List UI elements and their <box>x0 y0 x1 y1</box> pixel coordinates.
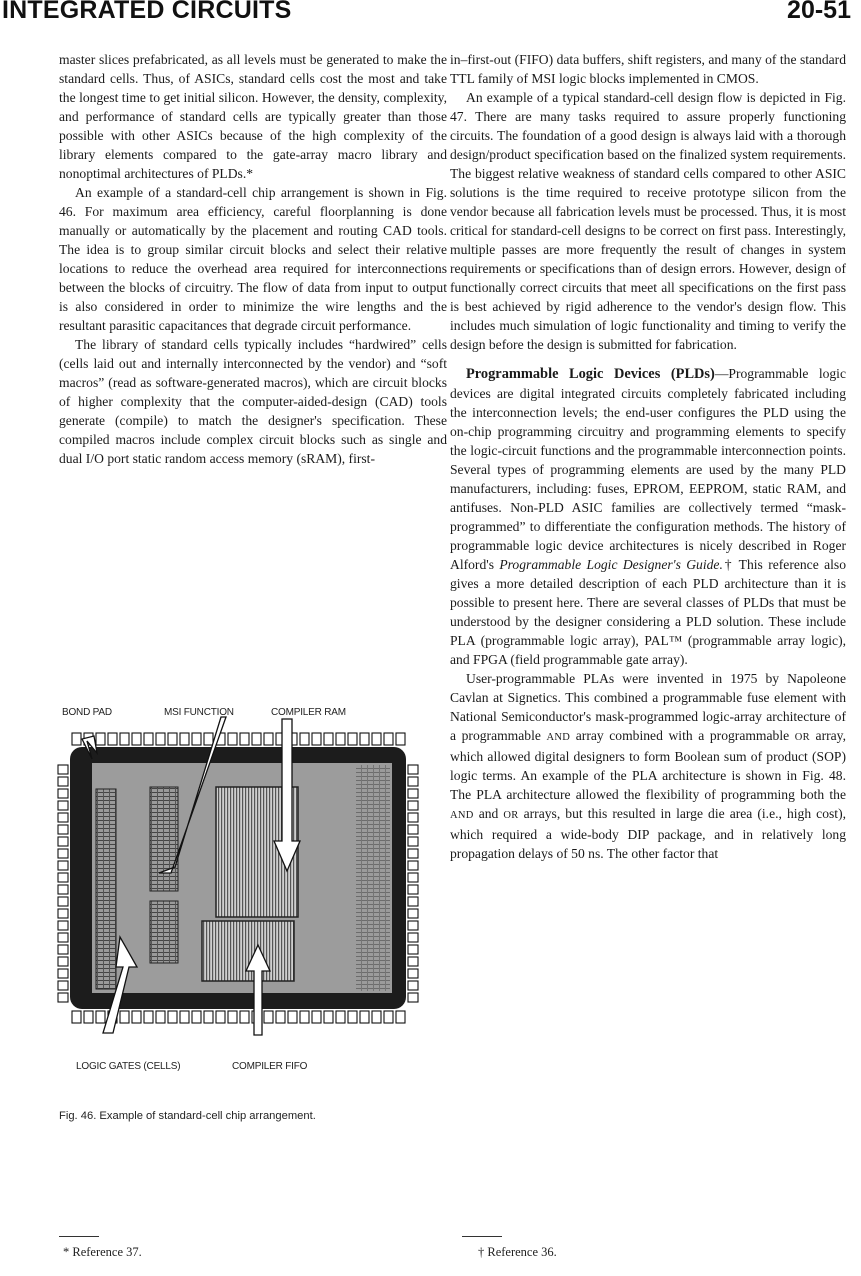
right-column <box>450 50 846 863</box>
bond-pad <box>58 873 68 882</box>
paragraph: An example of a standard-cell chip arrangement is shown in Fig. 46. For maximum area efficiency, careful floorplanning is done manually or automatically by the placement and routing CAD tools. The idea is to group similar circuit blocks and select their relative locations to reduce the overhead area required for interconnections between the blocks of circuitry. The flow of data from input to output is also considered in order to minimize the wire lengths and the resultant parasitic capacitances that degrade circuit performance. <box>59 185 447 333</box>
bond-pad <box>300 1011 309 1023</box>
footnote-rule-right <box>462 1236 502 1237</box>
bond-pad <box>408 885 418 894</box>
bond-pad <box>396 1011 405 1023</box>
bond-pad <box>408 813 418 822</box>
bond-pad <box>252 733 261 745</box>
bond-pad <box>336 733 345 745</box>
chip-diagram <box>56 705 426 1075</box>
bond-pad <box>180 733 189 745</box>
bond-pad <box>336 1011 345 1023</box>
bond-pad <box>132 733 141 745</box>
bond-pad <box>168 733 177 745</box>
bond-pad <box>58 897 68 906</box>
bond-pad <box>408 825 418 834</box>
bond-pad <box>240 1011 249 1023</box>
bond-pad <box>324 1011 333 1023</box>
logic-gates-label: LOGIC GATES (CELLS) <box>76 1061 181 1072</box>
bond-pad <box>58 813 68 822</box>
left-column <box>59 50 447 468</box>
compiler-fifo-label: COMPILER FIFO <box>232 1061 308 1072</box>
bond-pad <box>408 861 418 870</box>
paragraph: in–first-out (FIFO) data buffers, shift registers, and many of the standard TTL family of MSI logic blocks implemented in CMOS. <box>450 52 846 86</box>
bond-pad <box>408 993 418 1002</box>
bond-pad <box>228 733 237 745</box>
bond-pad <box>408 777 418 786</box>
bond-pad <box>96 1011 105 1023</box>
msi-function-block-upper <box>150 787 178 891</box>
bond-pad <box>204 1011 213 1023</box>
bond-pad <box>288 1011 297 1023</box>
compiler-fifo-block <box>202 921 294 981</box>
footnote-rule-left <box>59 1236 99 1237</box>
bond-pad <box>144 733 153 745</box>
paragraph: Programmable Logic Devices (PLDs)—Programmable logic devices are digital integrated circuits completely fabricated including the interconnection levels; the end-user configures the PLD using the on-chip programming circuitry and programming elements to specify the logic-circuit functions and the programmable interconnection points. Several types of programming elements are used by the many PLD manufacturers, including: fuses, EPROM, EEPROM, static RAM, and antifuses. Non-PLD ASIC families are collectively termed “mask-programmed” to differentiate the configuration methods. The history of programmable logic device architectures is nicely described in Roger Alford's Programmable Logic Designer's Guide.† This reference also gives a more detailed description of each PLD architecture than it is possible to present here. There are several classes of PLDs that must be understood by the designer considering a PLD solution. These include PLA (programmable logic array), PAL™ (programmable array logic), and FPGA (field programmable gate array). <box>450 366 846 667</box>
bond-pad <box>408 789 418 798</box>
bond-pad <box>384 1011 393 1023</box>
bond-pad-row-top <box>72 733 405 745</box>
bond-pad <box>156 1011 165 1023</box>
bond-pad-column-right <box>408 765 418 1002</box>
bond-pad <box>132 1011 141 1023</box>
paragraph: An example of a typical standard-cell design flow is depicted in Fig. 47. There are many tasks required to assure properly functioning circuits. The foundation of a good design is always laid with a thorough design/product specification based on the finalized system requirements. The biggest relative weakness of standard cells compared to other ASIC solutions is the time required to receive prototype silicon from the vendor because all fabrication levels must be processed. Thus, it is most critical for standard-cell designs to be correct on first pass. Interestingly, multiple passes are more frequently the result of changes in system requirements or specifications than of design errors. However, design of functionally correct circuits that meet all specifications on the first pass is best achieved by rigid adherence to the vendor's design flow. This includes much simulation of logic functionality and timing to verify the design before the design is submitted for fabrication. <box>450 90 846 352</box>
bond-pad <box>408 933 418 942</box>
bond-pad <box>408 801 418 810</box>
msi-function-block-lower <box>150 901 178 963</box>
bond-pad <box>360 733 369 745</box>
bond-pad <box>216 1011 225 1023</box>
footnote-left: * Reference 37. <box>63 1245 142 1259</box>
running-header <box>0 0 861 30</box>
bond-pad <box>156 733 165 745</box>
bond-pad <box>168 1011 177 1023</box>
bond-pad <box>58 921 68 930</box>
book-title: Programmable Logic Designer's Guide. <box>499 557 723 572</box>
bond-pad <box>108 733 117 745</box>
bond-pad <box>408 909 418 918</box>
bond-pad <box>58 777 68 786</box>
bond-pad <box>360 1011 369 1023</box>
bond-pad <box>264 733 273 745</box>
bond-pad <box>96 733 105 745</box>
bond-pad <box>72 733 81 745</box>
bond-pad-label: BOND PAD <box>62 707 112 718</box>
bond-pad-row-bottom <box>72 1011 405 1023</box>
bond-pad <box>240 733 249 745</box>
bond-pad <box>408 873 418 882</box>
bond-pad <box>372 733 381 745</box>
bond-pad <box>72 1011 81 1023</box>
bond-pad <box>300 733 309 745</box>
bond-pad <box>192 1011 201 1023</box>
bond-pad <box>348 733 357 745</box>
paragraph: User-programmable PLAs were invented in 1975 by Napoleone Cavlan at Signetics. This combined a programmable fuse element with National Semiconductor's mask-programmed logic-array architecture of a programmable AND array combined with a programmable OR array, which allowed digital designers to form Boolean sum of product (SOP) logic terms. An example of the PLA architecture is shown in Fig. 48. The PLA architecture allowed the flexibility of programming both the AND and OR arrays, but this resulted in large die area (i.e., high cost), which required a wide-body DIP package, and in relatively long propagation delays of 50 ns. The other factor that <box>450 671 846 861</box>
bond-pad <box>58 981 68 990</box>
bond-pad <box>180 1011 189 1023</box>
compiler-ram-label: COMPILER RAM <box>271 707 346 718</box>
bond-pad <box>264 1011 273 1023</box>
bond-pad <box>204 733 213 745</box>
paragraph: The library of standard cells typically includes “hardwired” cells (cells laid out and internally interconnected by the vendor) and “soft macros” (read as software-generated macros), which are circuit blocks of higher complexity that the computer-aided-design (CAD) tools generate (compile) to match the designer's specification. These compiled macros include complex circuit blocks such as single and dual I/O port static random access memory (sRAM), first- <box>59 337 447 466</box>
logic-cells-block <box>96 789 116 989</box>
bond-pad <box>372 1011 381 1023</box>
bond-pad <box>58 909 68 918</box>
running-title: INTEGRATED CIRCUITS <box>2 0 292 24</box>
bond-pad <box>408 897 418 906</box>
bond-pad <box>276 1011 285 1023</box>
figure-caption: Fig. 46. Example of standard-cell chip arrangement. <box>59 1110 316 1122</box>
bond-pad <box>408 765 418 774</box>
page-number: 20-51 <box>787 0 851 24</box>
bond-pad <box>324 733 333 745</box>
bond-pad <box>58 969 68 978</box>
bond-pad <box>312 1011 321 1023</box>
bond-pad <box>58 789 68 798</box>
bond-pad <box>408 957 418 966</box>
msi-function-label: MSI FUNCTION <box>164 707 234 718</box>
paragraph: master slices prefabricated, as all levels must be generated to make the standard cells. Thus, of ASICs, standard cells cost the most and take the longest time to get initial silicon. However, the density, complexity, and performance of standard cells are typically greater than those possible with other ASICs because of the high complexity of the library elements compared to the gate-array macro library and nonoptimal architectures of PLDs.* <box>59 52 447 181</box>
footnote-right: † Reference 36. <box>478 1245 557 1259</box>
bond-pad <box>120 733 129 745</box>
bond-pad <box>228 1011 237 1023</box>
bond-pad <box>348 1011 357 1023</box>
bond-pad <box>408 921 418 930</box>
bond-pad <box>144 1011 153 1023</box>
bond-pad <box>58 933 68 942</box>
bond-pad <box>408 981 418 990</box>
figure-46 <box>56 705 426 1075</box>
bond-pad <box>58 837 68 846</box>
bond-pad <box>58 825 68 834</box>
bond-pad <box>408 969 418 978</box>
bond-pad-column-left <box>58 765 68 1002</box>
run-in-heading: Programmable Logic Devices (PLDs) <box>466 366 715 382</box>
bond-pad <box>408 945 418 954</box>
bond-pad <box>58 801 68 810</box>
bond-pad <box>312 733 321 745</box>
bond-pad <box>384 733 393 745</box>
core-right-strip <box>356 765 390 991</box>
bond-pad <box>120 1011 129 1023</box>
bond-pad <box>58 849 68 858</box>
bond-pad <box>84 1011 93 1023</box>
bond-pad <box>58 945 68 954</box>
bond-pad <box>408 837 418 846</box>
bond-pad <box>396 733 405 745</box>
bond-pad <box>408 849 418 858</box>
bond-pad <box>58 765 68 774</box>
bond-pad <box>58 957 68 966</box>
bond-pad <box>58 885 68 894</box>
bond-pad <box>58 993 68 1002</box>
bond-pad <box>58 861 68 870</box>
bond-pad <box>192 733 201 745</box>
